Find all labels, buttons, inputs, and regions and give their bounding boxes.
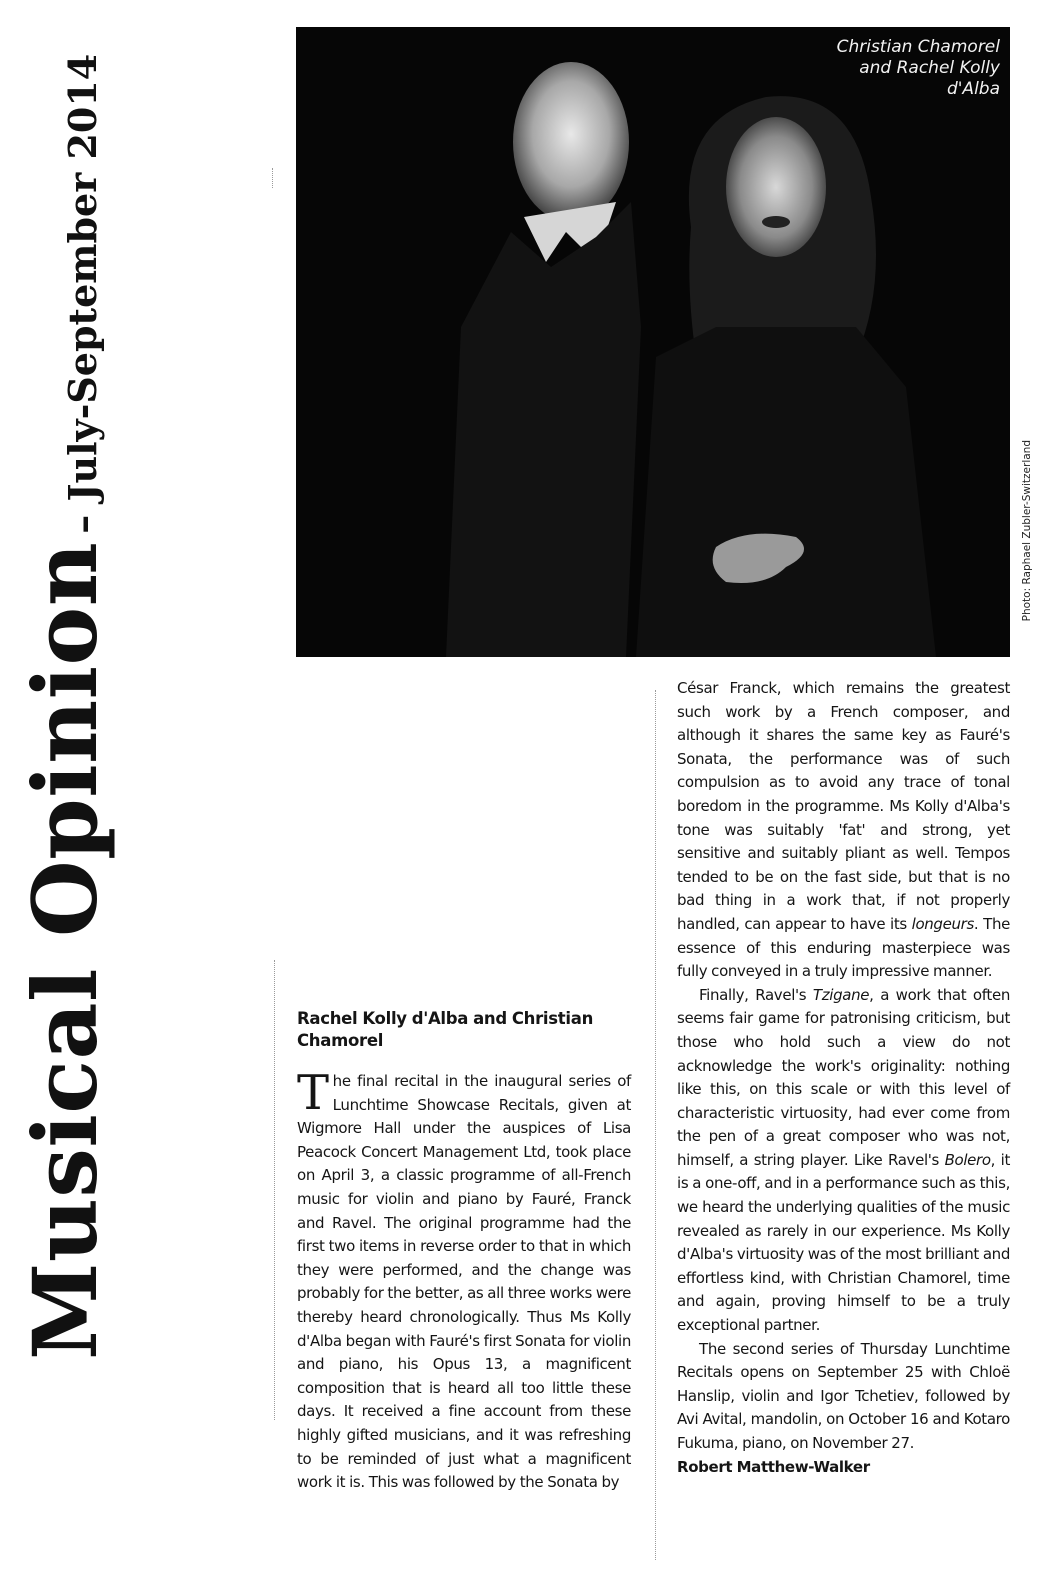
byline: Robert Matthew-Walker [677,1457,870,1476]
article-paragraph [677,677,1010,984]
masthead [10,53,120,1360]
paragraph-text: The second series of Thursday Lunchtime Recitals opens on September 25 with Chloë Hanslip, violin and Igor Tchetiev, followed by Avi Avital, mandolin, on October 16 and Kotaro Fukuma, piano, on November 27. [677,1339,1010,1452]
paragraph-text: he final recital in the inaugural series of Lunchtime Showcase Recitals, given at Wigmore Hall under the auspices of Lisa Peacock Concert Management Ltd, took place on April 3, a classic programme of all-French music for violin and piano by Fauré, Franck and Ravel. The original programme had the first two items in reverse order to that in which they were performed, and the change was probably for the better, as all three works were thereby heard chronologically. Thus Ms Kolly d'Alba began with Fauré's first Sonata for violin and piano, his Opus 13, a magnificent composition that is heard all too little these days. It received a fine account from these highly gifted musicians, and it was refreshing to be reminded of just what a magnificent work it is. This was followed by the Sonata by [297,1072,631,1492]
performer-photo [296,27,1010,657]
photo-caption [837,37,1000,100]
article-paragraph [677,1338,1010,1456]
article-headline: Rachel Kolly d'Alba and Christian Chamorel [297,1009,594,1050]
drop-cap: T [297,1065,329,1121]
paragraph-text: César Franck, which remains the greatest such work by a French composer, and although it shares the same key as Fauré's Sonata, the performance was of such compulsion as to avoid any trace of tonal boredom in the programme. Ms Kolly d'Alba's tone was suitably 'fat' and strong, yet sensitive and suitably pliant as well. Tempos tended to be on the fast side, but that is no bad thing in a work that, if not properly handled, can appear to have its [677,679,1010,933]
article-column-left [297,1008,631,1495]
woman-lips [762,216,790,228]
caption-line: and Rachel Kolly [859,58,1000,78]
paragraph-text: , a work that often seems fair game for patronising criticism, but those who hold such a view do not acknowledge the work's originality: nothing like this, on this scale or with this level of characteristic virtuosity, had ever come from the pen of a great composer who was not, himself, a string player. Like Ravel's [677,985,1010,1169]
paragraph-text: . The essence of this enduring masterpiece was fully conveyed in a truly impressive manner. [677,914,1010,981]
photo-credit: Photo: Raphael Zubler-Switzerland [1021,440,1033,622]
column-rule-left [274,960,275,1420]
masthead-issue-date: – July-September 2014 [60,53,105,534]
margin-rule [272,168,273,188]
italic-term: Tzigane [812,985,870,1004]
woman-dress [636,327,936,657]
italic-term: longeurs [911,914,974,933]
masthead-rotated [10,53,120,1360]
caption-line: d'Alba [946,79,1000,99]
column-rule-center [655,690,656,1560]
article-paragraph [677,984,1010,1338]
photo-credit-wrap [1017,440,1037,660]
woman-face [726,117,826,257]
masthead-title: Musical Opinion [13,541,117,1360]
paragraph-text: , it is a one-off, and in a performance such as this, we heard the underlying qualities of the music revealed as rarely in our experience. Ms Kolly d'Alba's virtuosity was of the most brilliant and effortless kind, with Christian Chamorel, time and again, proving himself to be a truly exceptional partner. [677,1150,1010,1335]
italic-term: Bolero [944,1150,991,1169]
man-head [513,62,629,222]
caption-line: Christian Chamorel [836,37,1000,57]
performer-photo-illustration [296,27,1010,657]
man-suit [446,202,641,657]
article-paragraph [297,1065,631,1495]
paragraph-text: Finally, Ravel's [699,985,813,1004]
article-column-right [677,677,1010,1479]
